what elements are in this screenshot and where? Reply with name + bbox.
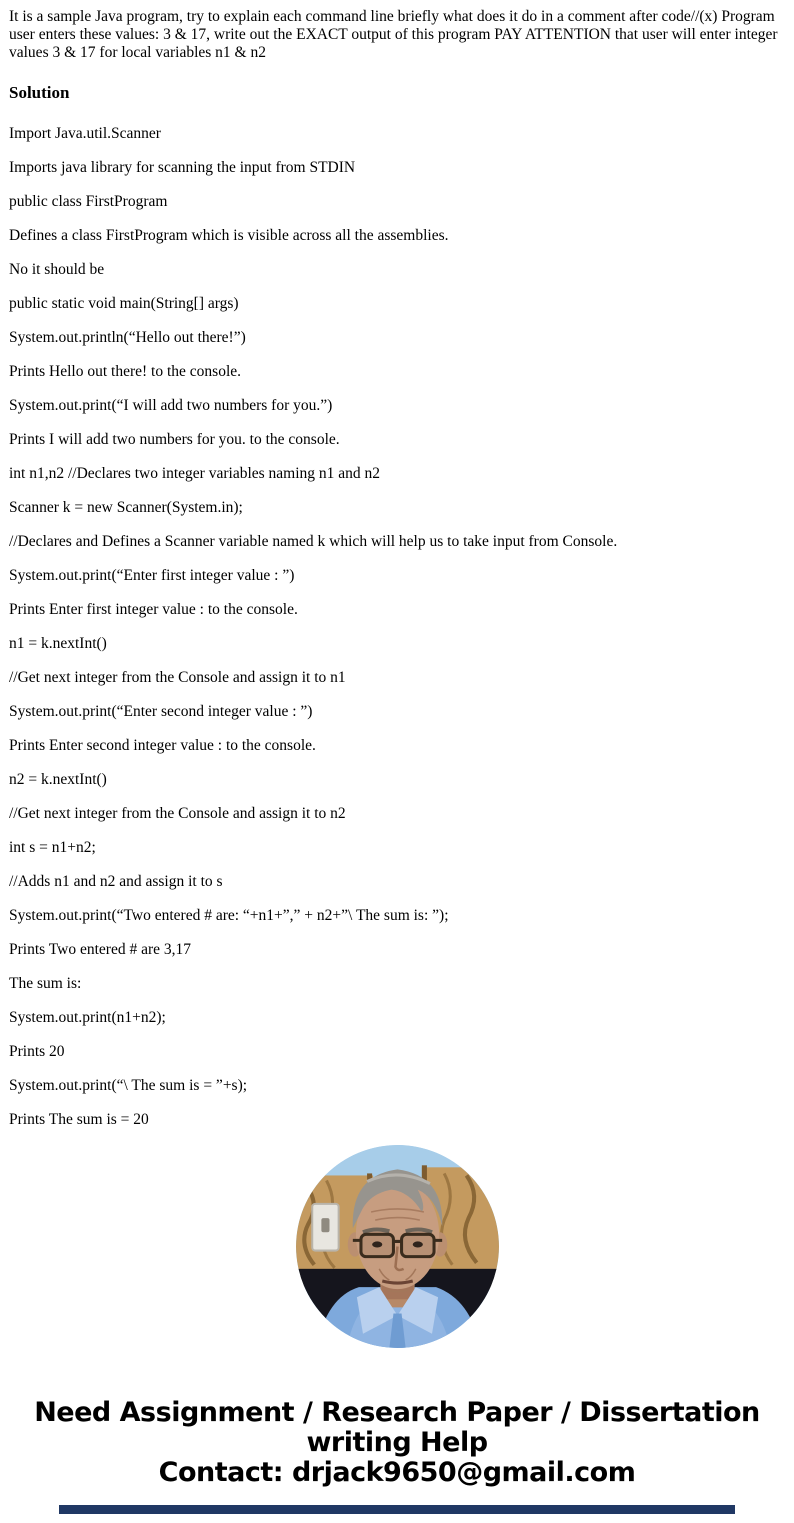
solution-line: System.out.print(“\ The sum is = ”+s); (9, 1077, 248, 1094)
solution-line: System.out.print(“Enter second integer value : ”) (9, 703, 313, 720)
solution-line: public static void main(String[] args) (9, 295, 239, 312)
solution-line: Prints Two entered # are 3,17 (9, 941, 192, 958)
solution-line: //Declares and Defines a Scanner variable named k which will help us to take input from Console. (9, 533, 618, 550)
solution-line: System.out.println(“Hello out there!”) (9, 329, 246, 346)
solution-line: //Adds n1 and n2 and assign it to s (9, 873, 223, 890)
solution-line: System.out.print(“Two entered # are: “+n1+”,” + n2+”\ The sum is: ”); (9, 907, 449, 924)
solution-line: Prints The sum is = 20 (9, 1111, 149, 1128)
solution-line: n1 = k.nextInt() (9, 635, 107, 652)
question-text: It is a sample Java program, try to explain each command line briefly what does it do in a comment after code//(x) Program user enters these values: 3 & 17, write out the EXACT output of this program PAY ATTENTION that user will enter integer values 3 & 17 for local variables n1 & n2 (9, 8, 778, 61)
presenter-avatar-illustration (296, 1145, 499, 1348)
bottom-bar (59, 1505, 735, 1514)
solution-line: int s = n1+n2; (9, 839, 96, 856)
solution-line: Import Java.util.Scanner (9, 125, 161, 142)
promo-line: Need Assignment / Research Paper / Dissertation (34, 1397, 760, 1428)
solution-line: System.out.print(“Enter first integer value : ”) (9, 567, 295, 584)
solution-heading: Solution (9, 83, 70, 102)
solution-line: System.out.print(n1+n2); (9, 1009, 166, 1026)
solution-line: n2 = k.nextInt() (9, 771, 107, 788)
solution-line: Prints 20 (9, 1043, 65, 1060)
solution-line: Prints I will add two numbers for you. to the console. (9, 431, 340, 448)
solution-line: //Get next integer from the Console and assign it to n1 (9, 669, 346, 686)
solution-line: System.out.print(“I will add two numbers for you.”) (9, 397, 333, 414)
solution-line: Prints Enter first integer value : to the console. (9, 601, 298, 618)
solution-line: int n1,n2 //Declares two integer variables naming n1 and n2 (9, 465, 381, 482)
solution-line: //Get next integer from the Console and assign it to n2 (9, 805, 346, 822)
solution-line: Prints Hello out there! to the console. (9, 363, 242, 380)
solution-line: Prints Enter second integer value : to the console. (9, 737, 316, 754)
promo-banner (9, 1398, 785, 1488)
solution-line: public class FirstProgram (9, 193, 168, 210)
promo-line: writing Help (306, 1427, 488, 1458)
solution-line: Imports java library for scanning the input from STDIN (9, 159, 356, 176)
solution-line: The sum is: (9, 975, 82, 992)
solution-line: Defines a class FirstProgram which is visible across all the assemblies. (9, 227, 449, 244)
presenter-avatar (296, 1145, 499, 1348)
solution-line: No it should be (9, 261, 105, 278)
solution-line: Scanner k = new Scanner(System.in); (9, 499, 243, 516)
promo-contact-email: Contact: drjack9650@gmail.com (158, 1457, 636, 1488)
